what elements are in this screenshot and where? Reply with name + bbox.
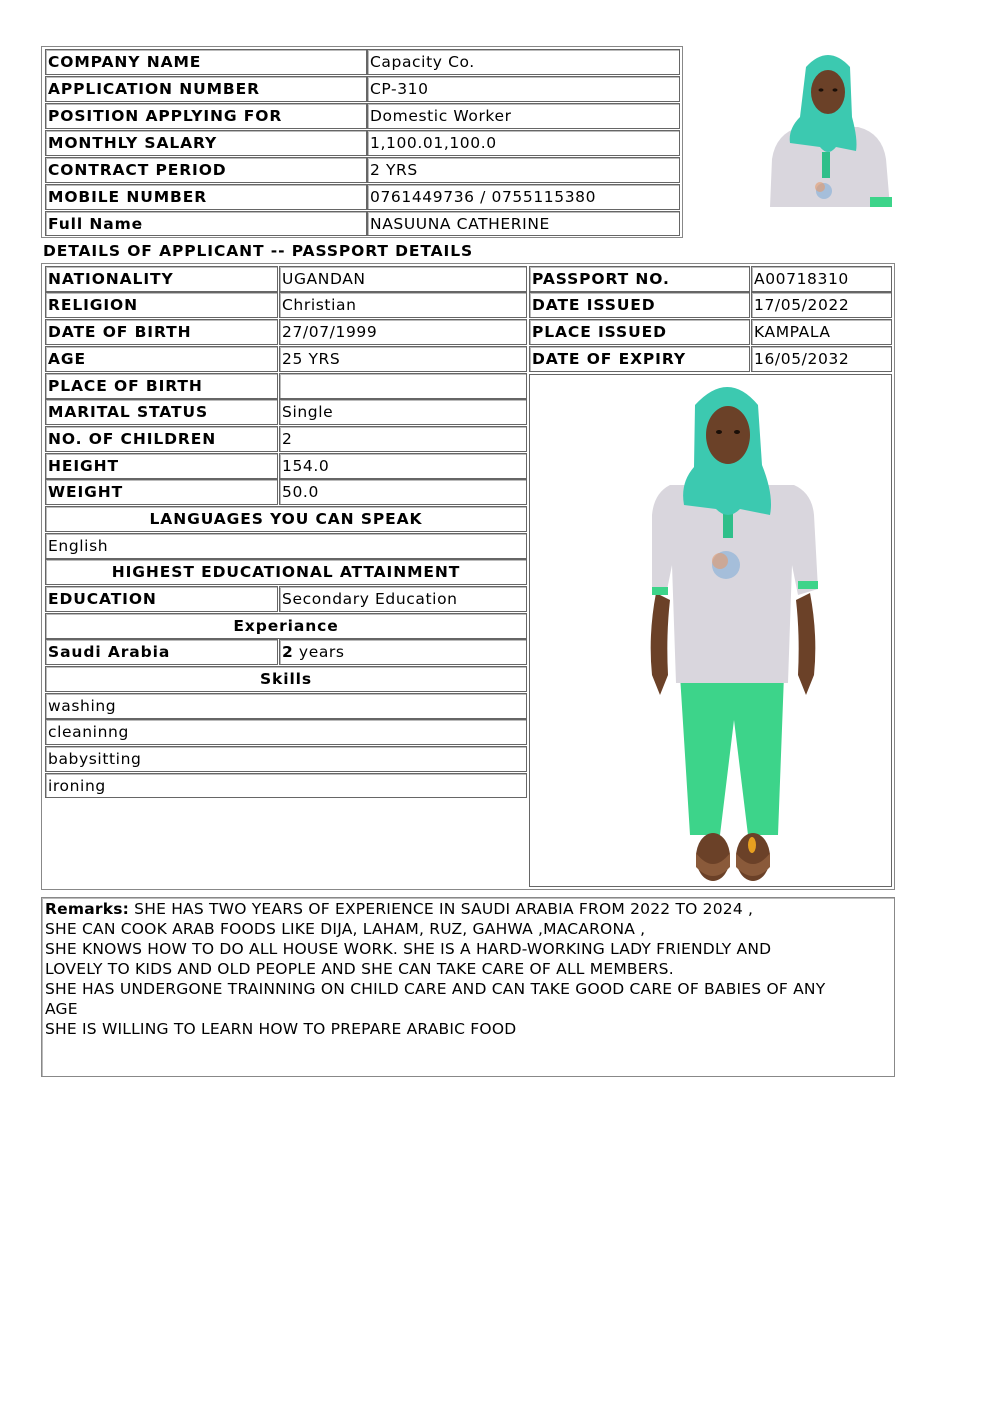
- monthly-salary-value: 1,100.01,100.0: [367, 130, 680, 156]
- height-value: 154.0: [279, 453, 527, 479]
- remarks-text: SHE HAS TWO YEARS OF EXPERIENCE IN SAUDI ARABIA FROM 2022 TO 2024 ,: [129, 900, 754, 918]
- date-of-expiry-value: 16/05/2032: [751, 346, 892, 372]
- education-header: HIGHEST EDUCATIONAL ATTAINMENT: [45, 559, 527, 585]
- mobile-number-value: 0761449736 / 0755115380: [367, 184, 680, 210]
- application-number-value: CP-310: [367, 76, 680, 102]
- age-value: 25 YRS: [279, 346, 527, 372]
- full-name-label: Full Name: [45, 211, 367, 236]
- skill-item: ironing: [45, 773, 527, 798]
- marital-status-label: MARITAL STATUS: [45, 399, 278, 425]
- full-name-value: NASUUNA CATHERINE: [367, 211, 680, 236]
- experience-duration-number: 2: [282, 643, 294, 661]
- remarks-line-6: AGE: [45, 1000, 78, 1018]
- monthly-salary-label: MONTHLY SALARY: [45, 130, 367, 156]
- application-number-label: APPLICATION NUMBER: [45, 76, 367, 102]
- place-of-birth-label: PLACE OF BIRTH: [45, 373, 278, 399]
- company-name-label: COMPANY NAME: [45, 49, 367, 75]
- remarks-label: Remarks:: [45, 900, 130, 918]
- date-of-birth-value: 27/07/1999: [279, 319, 527, 345]
- remarks-line-7: SHE IS WILLING TO LEARN HOW TO PREPARE ARABIC FOOD: [45, 1020, 517, 1038]
- skill-item: washing: [45, 693, 527, 719]
- section-title: DETAILS OF APPLICANT -- PASSPORT DETAILS: [43, 242, 474, 260]
- skills-header: Skills: [45, 666, 527, 692]
- language-item: English: [45, 533, 527, 559]
- remarks-line-2: SHE CAN COOK ARAB FOODS LIKE DIJA, LAHAM, RUZ, GAHWA ,MACARONA ,: [45, 920, 646, 938]
- education-value: Secondary Education: [279, 586, 527, 612]
- experience-header: Experiance: [45, 613, 527, 639]
- nationality-value: UGANDAN: [279, 266, 527, 292]
- mobile-number-label: MOBILE NUMBER: [45, 184, 367, 210]
- remarks-box: [41, 897, 895, 1077]
- position-value: Domestic Worker: [367, 103, 680, 129]
- education-label: EDUCATION: [45, 586, 278, 612]
- place-of-birth-value: [279, 373, 527, 399]
- remarks-line-3: SHE KNOWS HOW TO DO ALL HOUSE WORK. SHE IS A HARD-WORKING LADY FRIENDLY AND: [45, 940, 772, 958]
- remarks-line-4: LOVELY TO KIDS AND OLD PEOPLE AND SHE CAN TAKE CARE OF ALL MEMBERS.: [45, 960, 674, 978]
- children-value: 2: [279, 426, 527, 452]
- applicant-full-body-photo: [529, 374, 892, 887]
- height-label: HEIGHT: [45, 453, 278, 479]
- passport-number-label: PASSPORT NO.: [529, 266, 750, 292]
- experience-duration: [279, 639, 527, 665]
- skill-item: babysitting: [45, 746, 527, 772]
- weight-value: 50.0: [279, 479, 527, 505]
- full-body-illustration: [530, 375, 891, 886]
- place-issued-value: KAMPALA: [751, 319, 892, 345]
- religion-label: RELIGION: [45, 292, 278, 318]
- children-label: NO. OF CHILDREN: [45, 426, 278, 452]
- skill-item: cleaninng: [45, 719, 527, 745]
- experience-duration-unit: years: [293, 643, 345, 661]
- date-of-birth-label: DATE OF BIRTH: [45, 319, 278, 345]
- marital-status-value: Single: [279, 399, 527, 425]
- date-issued-value: 17/05/2022: [751, 292, 892, 318]
- date-of-expiry-label: DATE OF EXPIRY: [529, 346, 750, 372]
- passport-number-value: A00718310: [751, 266, 892, 292]
- contract-period-label: CONTRACT PERIOD: [45, 157, 367, 183]
- nationality-label: NATIONALITY: [45, 266, 278, 292]
- contract-period-value: 2 YRS: [367, 157, 680, 183]
- remarks-line-1: [45, 899, 891, 919]
- religion-value: Christian: [279, 292, 527, 318]
- date-issued-label: DATE ISSUED: [529, 292, 750, 318]
- languages-header: LANGUAGES YOU CAN SPEAK: [45, 506, 527, 532]
- place-issued-label: PLACE ISSUED: [529, 319, 750, 345]
- headshot-illustration: [766, 47, 892, 207]
- experience-country: Saudi Arabia: [45, 639, 278, 665]
- applicant-headshot-photo: [766, 47, 892, 207]
- company-name-value: Capacity Co.: [367, 49, 680, 75]
- remarks-line-5: SHE HAS UNDERGONE TRAINNING ON CHILD CARE AND CAN TAKE GOOD CARE OF BABIES OF ANY: [45, 980, 826, 998]
- age-label: AGE: [45, 346, 278, 372]
- weight-label: WEIGHT: [45, 479, 278, 505]
- position-label: POSITION APPLYING FOR: [45, 103, 367, 129]
